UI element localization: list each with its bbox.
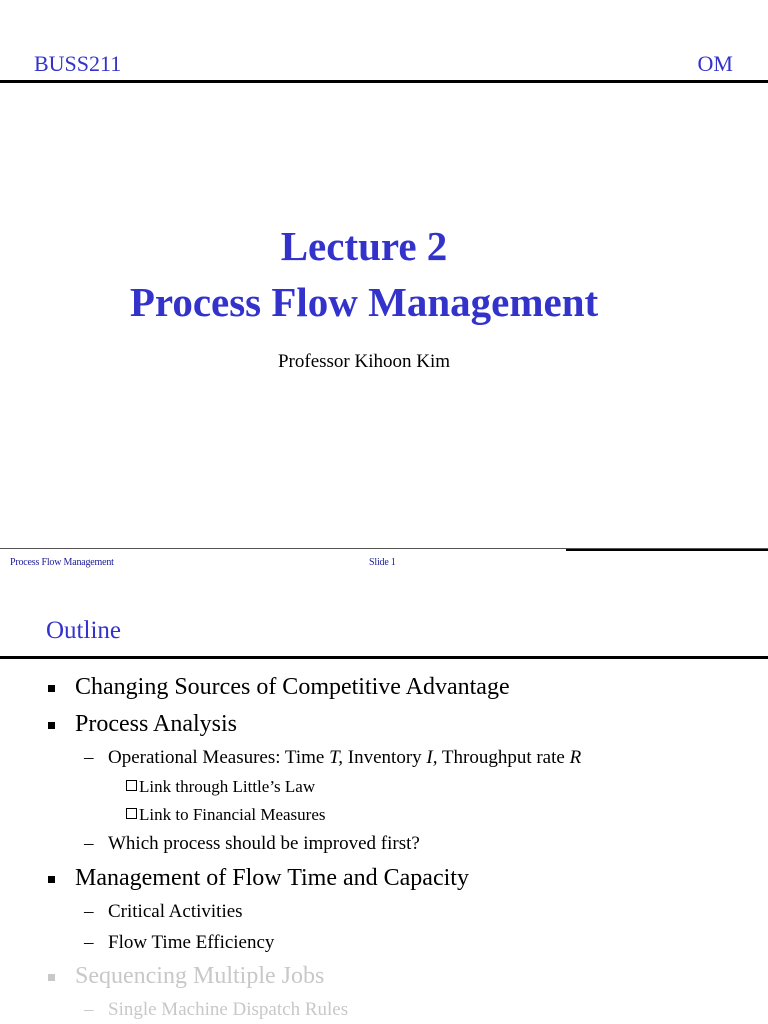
outline-item: Process Analysis <box>75 711 237 737</box>
outline-subitem: Flow Time Efficiency <box>108 932 275 953</box>
outline-subitem: Operational Measures: Time T, Inventory I, Throughput rate R <box>108 747 582 768</box>
header-rule <box>0 80 768 83</box>
outline-item: Management of Flow Time and Capacity <box>75 865 469 891</box>
dash-bullet-icon: – <box>84 901 94 922</box>
square-bullet-icon <box>48 685 55 692</box>
course-code: BUSS211 <box>34 51 122 76</box>
outline-subitem: Which process should be improved first? <box>108 833 420 854</box>
checkbox-bullet-icon <box>126 808 137 819</box>
lecture-number: Lecture 2 <box>280 223 448 269</box>
dash-bullet-icon: – <box>84 999 94 1020</box>
outline-rule <box>0 656 768 659</box>
dash-bullet-icon: – <box>84 932 94 953</box>
square-bullet-icon <box>48 722 55 729</box>
outline-subitem: Critical Activities <box>108 901 243 922</box>
footer-slide-number: Slide 1 <box>369 557 396 568</box>
outline-subsubitem: Link through Little’s Law <box>126 777 315 797</box>
presenter-name: Professor Kihoon Kim <box>277 351 451 372</box>
square-bullet-icon <box>48 974 55 981</box>
dash-bullet-icon: – <box>84 747 94 768</box>
square-bullet-icon <box>48 876 55 883</box>
outline-item: Changing Sources of Competitive Advantage <box>75 674 510 700</box>
lecture-title: Process Flow Management <box>129 279 599 325</box>
dash-bullet-icon: – <box>84 833 94 854</box>
outline-subsubitem: Link to Financial Measures <box>126 805 326 825</box>
footer-rule-accent <box>566 549 768 551</box>
outline-item-dimmed: Sequencing Multiple Jobs <box>75 963 325 989</box>
outline-subitem-dimmed: Single Machine Dispatch Rules <box>108 999 349 1020</box>
footer-title: Process Flow Management <box>10 557 114 568</box>
course-tag: OM <box>697 51 733 76</box>
outline-heading: Outline <box>46 617 121 644</box>
checkbox-bullet-icon <box>126 780 137 791</box>
